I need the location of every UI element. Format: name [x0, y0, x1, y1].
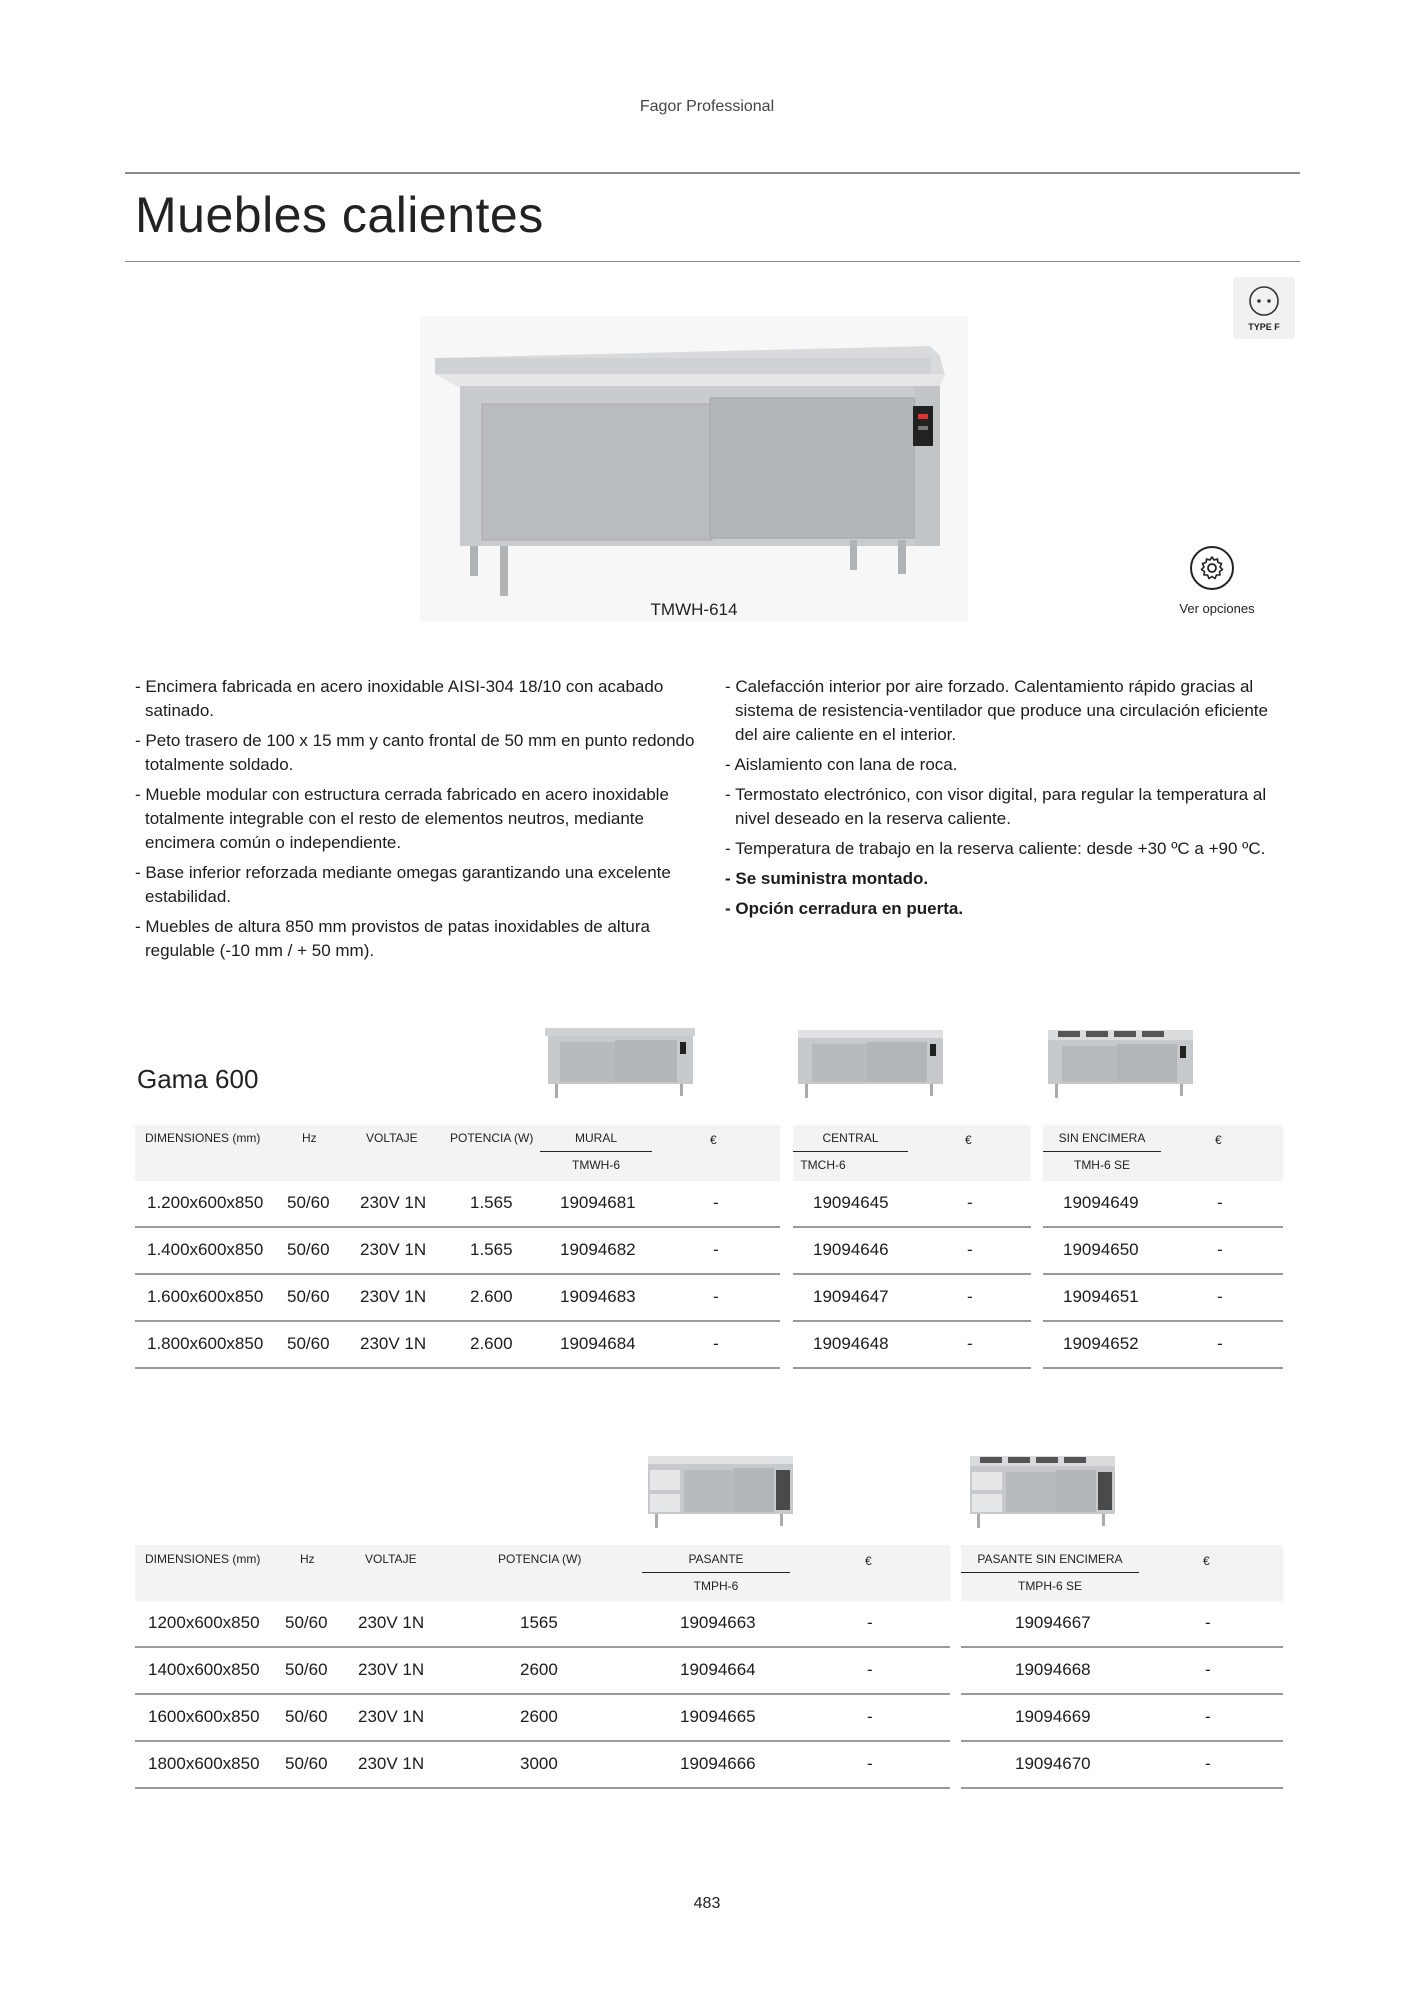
col-header-mural: MURAL: [574, 1131, 617, 1145]
cell-volt: 230V 1N: [358, 1613, 425, 1632]
cell-code: 19094682: [560, 1240, 636, 1259]
feature-item: - Encimera fabricada en acero inoxidable AISI-304 18/10 con acabado satinado.: [135, 677, 664, 720]
col-header-pasante: PASANTE: [688, 1552, 744, 1566]
cell-code: 19094664: [680, 1660, 756, 1679]
cell-price: -: [1205, 1754, 1211, 1773]
feature-item: - Opción cerradura en puerta.: [725, 899, 964, 918]
row-divider: [135, 1226, 780, 1228]
cell-code: 19094648: [813, 1334, 889, 1353]
cell-price: -: [1217, 1240, 1223, 1259]
cell-price: -: [1217, 1334, 1223, 1353]
row-divider: [793, 1273, 1031, 1275]
cell-hz: 50/60: [285, 1754, 328, 1773]
col-header-pasante-sin-encimera-code: TMPH-6 SE: [1017, 1579, 1082, 1593]
row-divider: [793, 1320, 1031, 1322]
row-divider: [135, 1273, 780, 1275]
cell-code: 19094652: [1063, 1334, 1139, 1353]
col-header-euro: €: [965, 1133, 972, 1147]
product-thumb-central: [790, 1018, 950, 1104]
cell-price: -: [1205, 1660, 1211, 1679]
cell-code: 19094681: [560, 1193, 636, 1212]
gear-icon[interactable]: [1188, 544, 1236, 592]
cell-price: -: [1205, 1707, 1211, 1726]
cell-dim: 1200x600x850: [148, 1613, 260, 1632]
cell-code: 19094647: [813, 1287, 889, 1306]
type-f-badge: [1233, 277, 1295, 339]
col-header-hz: Hz: [300, 1552, 315, 1566]
col-header-euro: €: [1203, 1554, 1210, 1568]
type-f-label: TYPE F: [1248, 322, 1280, 332]
cell-hz: 50/60: [287, 1240, 330, 1259]
cell-pot: 2600: [520, 1660, 558, 1679]
cell-price: -: [867, 1613, 873, 1632]
cell-volt: 230V 1N: [358, 1754, 425, 1773]
row-divider: [1043, 1367, 1283, 1369]
cell-dim: 1.800x600x850: [147, 1334, 264, 1353]
cell-volt: 230V 1N: [360, 1240, 427, 1259]
cell-price: -: [967, 1240, 973, 1259]
cell-code: 19094663: [680, 1613, 756, 1632]
cell-dim: 1600x600x850: [148, 1707, 260, 1726]
col-header-central-code: TMCH-6: [800, 1158, 846, 1172]
cell-price: -: [967, 1334, 973, 1353]
cell-hz: 50/60: [285, 1613, 328, 1632]
cell-price: -: [867, 1660, 873, 1679]
cell-hz: 50/60: [285, 1660, 328, 1679]
row-divider: [961, 1646, 1283, 1648]
row-divider: [1043, 1226, 1283, 1228]
cell-price: -: [1217, 1193, 1223, 1212]
cell-volt: 230V 1N: [358, 1660, 425, 1679]
feature-item: - Temperatura de trabajo en la reserva caliente: desde +30 ºC a +90 ºC.: [725, 839, 1266, 858]
header-underline: [540, 1151, 652, 1152]
row-divider: [1043, 1273, 1283, 1275]
feature-item: - Mueble modular con estructura cerrada fabricado en acero inoxidable totalmente integrable con el resto de elementos neutros, mediante encimera común o independiente.: [135, 785, 669, 852]
col-header-euro: €: [710, 1133, 717, 1147]
cell-pot: 3000: [520, 1754, 558, 1773]
hero-product-image: [420, 316, 968, 622]
col-header-central: CENTRAL: [822, 1131, 879, 1145]
row-divider: [135, 1693, 950, 1695]
cell-pot: 2.600: [470, 1287, 513, 1306]
col-header-sin-encimera-code: TMH-6 SE: [1073, 1158, 1130, 1172]
feature-item: - Se suministra montado.: [725, 869, 929, 888]
col-header-pasante-code: TMPH-6: [693, 1579, 739, 1593]
header-underline: [642, 1572, 790, 1573]
cell-price: -: [1217, 1287, 1223, 1306]
cell-price: -: [1205, 1613, 1211, 1632]
row-divider: [961, 1740, 1283, 1742]
features-left: [135, 675, 695, 969]
col-header-mural-code: TMWH-6: [572, 1158, 620, 1172]
row-divider: [135, 1367, 780, 1369]
hero-caption: TMWH-614: [650, 600, 738, 619]
title-divider: [125, 261, 1300, 262]
product-thumb-pasante: [640, 1448, 800, 1534]
header-underline: [1043, 1151, 1161, 1152]
cell-code: 19094667: [1015, 1613, 1091, 1632]
product-thumb-mural: [540, 1018, 700, 1104]
range-title: Gama 600: [137, 1064, 259, 1094]
cell-price: -: [713, 1193, 719, 1212]
features-right: [725, 675, 1285, 927]
col-header-volt: VOLTAJE: [366, 1131, 418, 1145]
cell-dim: 1.400x600x850: [147, 1240, 264, 1259]
page-title: Muebles calientes: [135, 187, 544, 243]
brand-name: Fagor Professional: [639, 98, 775, 115]
socket-type-f-icon: [1248, 284, 1280, 318]
cell-hz: 50/60: [287, 1334, 330, 1353]
row-divider: [793, 1226, 1031, 1228]
header-underline: [961, 1572, 1139, 1573]
col-header-pasante-sin-encimera: PASANTE SIN ENCIMERA: [977, 1552, 1123, 1566]
col-header-dim: DIMENSIONES (mm): [145, 1131, 261, 1145]
feature-item: - Peto trasero de 100 x 15 mm y canto frontal de 50 mm en punto redondo totalmente soldado.: [135, 731, 695, 774]
row-divider: [961, 1787, 1283, 1789]
cell-pot: 2.600: [470, 1334, 513, 1353]
cell-pot: 1.565: [470, 1240, 513, 1259]
cell-code: 19094650: [1063, 1240, 1139, 1259]
feature-item: - Aislamiento con lana de roca.: [725, 755, 958, 774]
feature-item: - Termostato electrónico, con visor digital, para regular la temperatura al nivel deseado en la reserva caliente.: [725, 785, 1267, 828]
col-header-pot: POTENCIA (W): [498, 1552, 582, 1566]
col-header-sin-encimera: SIN ENCIMERA: [1058, 1131, 1146, 1145]
cell-code: 19094646: [813, 1240, 889, 1259]
cell-code: 19094683: [560, 1287, 636, 1306]
col-header-dim: DIMENSIONES (mm): [145, 1552, 261, 1566]
row-divider: [961, 1693, 1283, 1695]
col-header-euro: €: [1215, 1133, 1222, 1147]
cell-price: -: [967, 1287, 973, 1306]
col-header-pot: POTENCIA (W): [450, 1131, 534, 1145]
cell-pot: 1.565: [470, 1193, 513, 1212]
feature-item: - Calefacción interior por aire forzado. Calentamiento rápido gracias al sistema de resistencia-ventilador que produce una circulación eficiente del aire caliente en el interior.: [725, 677, 1268, 744]
cell-code: 19094651: [1063, 1287, 1139, 1306]
header-underline: [793, 1151, 908, 1152]
cell-code: 19094645: [813, 1193, 889, 1212]
cell-volt: 230V 1N: [360, 1193, 427, 1212]
cell-volt: 230V 1N: [360, 1334, 427, 1353]
cell-hz: 50/60: [287, 1193, 330, 1212]
feature-item: - Base inferior reforzada mediante omegas garantizando una excelente estabilidad.: [135, 863, 671, 906]
product-thumb-pasante-sin-encimera: [962, 1448, 1122, 1534]
cell-dim: 1800x600x850: [148, 1754, 260, 1773]
row-divider: [135, 1320, 780, 1322]
cell-code: 19094669: [1015, 1707, 1091, 1726]
cell-hz: 50/60: [285, 1707, 328, 1726]
col-header-hz: Hz: [302, 1131, 317, 1145]
cell-price: -: [967, 1193, 973, 1212]
cell-volt: 230V 1N: [358, 1707, 425, 1726]
cell-code: 19094684: [560, 1334, 636, 1353]
cell-code: 19094670: [1015, 1754, 1091, 1773]
cell-dim: 1400x600x850: [148, 1660, 260, 1679]
cell-dim: 1.200x600x850: [147, 1193, 264, 1212]
row-divider: [135, 1787, 950, 1789]
row-divider: [793, 1367, 1031, 1369]
row-divider: [135, 1740, 950, 1742]
cell-dim: 1.600x600x850: [147, 1287, 264, 1306]
cell-code: 19094668: [1015, 1660, 1091, 1679]
col-header-volt: VOLTAJE: [365, 1552, 417, 1566]
row-divider: [135, 1646, 950, 1648]
cell-pot: 1565: [520, 1613, 558, 1632]
page-number: 483: [693, 1895, 721, 1912]
cell-price: -: [713, 1240, 719, 1259]
cell-code: 19094666: [680, 1754, 756, 1773]
options-label[interactable]: Ver opciones: [1179, 601, 1255, 616]
product-thumb-sin-encimera: [1040, 1018, 1200, 1104]
cell-code: 19094649: [1063, 1193, 1139, 1212]
cell-price: -: [713, 1334, 719, 1353]
cell-price: -: [867, 1754, 873, 1773]
col-header-euro: €: [865, 1554, 872, 1568]
cell-code: 19094665: [680, 1707, 756, 1726]
top-divider: [125, 172, 1300, 174]
cell-pot: 2600: [520, 1707, 558, 1726]
cell-volt: 230V 1N: [360, 1287, 427, 1306]
feature-item: - Muebles de altura 850 mm provistos de patas inoxidables de altura regulable (-10 mm / + 50 mm).: [135, 917, 651, 960]
cell-price: -: [867, 1707, 873, 1726]
row-divider: [1043, 1320, 1283, 1322]
cell-price: -: [713, 1287, 719, 1306]
cell-hz: 50/60: [287, 1287, 330, 1306]
